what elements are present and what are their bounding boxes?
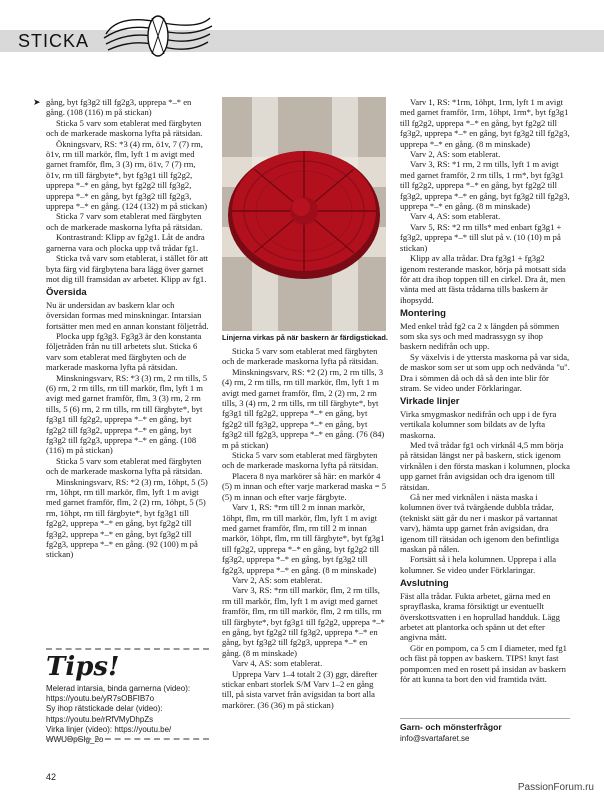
header-band (0, 30, 604, 52)
section-heading: Virkade linjer (400, 396, 460, 408)
credit-email[interactable]: info@svartafaret.se (400, 734, 470, 743)
tips-title: Tips! (46, 652, 120, 682)
paragraph: Varv 1, RS: *rm till 2 m innan markör, 1öhpt, flm, rm till markör, flm, lyft 1 m avigt med garnet framför, flm, rm till 2 m innan markör, 1öhpt, flm, rm till färgbyte*, byt fg3g1 till fg2g2, upprepa *–* en gång, byt fg2g2 till fg3g2, upprepa *–* en gång, byt fg3g2 till fg2g3, upprepa *–* en gång. (8 m minskade) (222, 502, 385, 575)
tip-label: Melerad intarsia, binda garnerna (video): (46, 684, 191, 693)
paragraph: Varv 2, AS: som etablerat. (410, 149, 501, 160)
column-2 (222, 346, 386, 710)
tip-label: Virka linjer (video): https://youtu.be/ (46, 724, 172, 734)
paragraph: Gå ner med virknålen i nästa maska i kolumnen över två tvärgående dubbla trådar, (tekniskt sätt går du ner i maskor på vartannat varv), hämta upp garnet från avigsidan, dra igenom till rätsidan och igenom den befintliga maskan på nålen. (400, 492, 559, 555)
paragraph: Minskningsvarv, RS: *2 (3) rm, 1öhpt, 5 (5) rm, 1öhpt, rm till markör, flm, lyft 1 m avigt med garnet framför, flm, 2 (2) rm, 1öhpt, 5 (5) rm, 1öhpt, rm till färgbyte*, byt fg3g1 till fg2g2, upprepa *–* en gång, byt fg2g2 till fg3g2, upprepa *–* en gång, byt fg3g2 till fg2g3, upprepa *–* en gång. (92 (100) m på stickan) (46, 476, 208, 560)
paragraph: Sticka 5 varv som etablerat med färgbyten och de markerade maskorna lyfta på rätsidan. (46, 117, 203, 139)
paragraph: Upprepa Varv 1–4 totalt 2 (3) ggr, därefter stickar enbart storlek S/M Varv 1–2 en gång till, på sista varvet från avigsidan ta bort alla markörer. (36 (36) m på stickan) (222, 668, 378, 710)
page-header (0, 0, 604, 60)
paragraph: gång, byt fg3g2 till fg2g3, upprepa *–* en gång. (108 (116) m på stickan) (46, 97, 192, 118)
paragraph: Varv 4, AS: som etablerat. (232, 658, 323, 669)
credit-divider (400, 718, 570, 719)
page-number: 42 (46, 772, 57, 782)
credit-title: Garn- och mönsterfrågor (400, 722, 502, 732)
paragraph: Sticka 5 varv som etablerat med färgbyten och de markerade maskorna lyfta på rätsidan. (222, 450, 379, 471)
section-heading: Översida (46, 287, 87, 299)
paragraph: Sticka 7 varv som etablerat med färgbyten och de markerade maskorna lyfta på rätsidan. (46, 211, 203, 232)
paragraph: Nu är undersidan av baskern klar och översidan formas med minskningar. Intarsian fortsätter men med en annan konstant följetråd. (46, 299, 209, 331)
tips-divider-top (46, 648, 209, 650)
beret-photo (222, 97, 386, 331)
paragraph: Varv 2, AS: som etablerat. (232, 574, 323, 585)
section-heading: Avslutning (400, 578, 449, 590)
section-title: STICKA (18, 31, 90, 51)
paragraph: Gör en pompom, ca 5 cm I diameter, med fg1 och fäst på toppen av baskern. TIPS! knyt fast pompom:en med en rosett på insidan av baskern för att kunna ta bort den vid framtida tvätt. (400, 642, 567, 684)
paragraph: Fäst alla trådar. Fukta arbetet, gärna med en sprayflaska, krama försiktigt ur eventuellt överskottsvatten i en hoprullad handduk. Lägg arbetet att plantorka och spänn ut det efter angivna mått. (400, 590, 560, 643)
paragraph: Med enkel tråd fg2 ca 2 x längden på sömmen som ska sys och med madrassygn sy ihop baskern nedifrån och upp. (400, 320, 560, 352)
tips-divider-bottom (46, 738, 209, 740)
paragraph: Virka smygmaskor nedifrån och upp i de fyra vertikala kolumner som bildats av de lyfta maskorna. (400, 408, 557, 440)
credit-box (400, 722, 570, 744)
paragraph: Plocka upp fg3g3. Fg3g3 är den konstanta följetråden från nu till arbetets slut. Sticka 6 varv som etablerat med färgbyten och de markerade maskorna lyfta på rätsidan. (46, 330, 202, 373)
paragraph: Klipp av alla trådar. Dra fg3g1 + fg3g2 igenom resterande maskor, börja på motsatt sida för att dra ihop toppen till en cirkel. Dra åt, men vänta med att fästa trådarna tills baskern är ihopsydd. (400, 253, 566, 305)
paragraph: Minskningsvarv, RS: *2 (2) rm, 2 rm tills, 3 (4) rm, 2 rm tills, rm till markör, flm, lyft 1 m avigt med garnet framför, flm, 2 (2) rm, 2 rm tills, 3 (4) rm, 2 rm tills, rm till färgbyte*, byt fg3g1 till fg2g2, upprepa *–* en gång, byt fg2g2 till fg3g2, upprepa *–* en gång, byt fg3g2 till fg2g3, upprepa *–* en gång. (76 (84) m på stickan) (222, 366, 385, 450)
section-heading: Montering (400, 308, 446, 320)
column-1 (46, 97, 209, 560)
video-link[interactable]: WWUOpGlg_2o (46, 735, 104, 745)
paragraph: Varv 3, RS: *rm till markör, flm, 2 rm tills, rm till markör, flm, lyft 1 m avigt med garnet framför, flm, rm till markör, flm, 2 rm tills, rm till färgbyte*, byt fg3g1 till fg2g2, upprepa *–* en gång, byt fg2g2 till fg3g2, upprepa *–* en gång, byt fg3g2 till fg2g3, upprepa *–* en gång. (8 m minskade) (222, 585, 385, 658)
continuation-arrow: ➤ (33, 98, 41, 108)
video-link[interactable]: https://youtu.be/yR7sOBFIB7o (46, 694, 155, 704)
paragraph: Sticka två varv som etablerat, i stället för att byta färg vid färgbytena bara lägg över garnet mot dig till framsidan av arbetet. Klipp av fg1. (46, 253, 209, 284)
column-3 (400, 97, 570, 684)
yarn-skein-icon (98, 8, 218, 58)
paragraph: Varv 4, AS: som etablerat. (410, 211, 501, 222)
paragraph: Minskningsvarv, RS: *3 (3) rm, 2 rm tills, 5 (6) rm, 2 rm tills, rm till markör, flm, lyft 1 m avigt med garnet framför, flm, 3 (3) rm, 2 rm tills, 5 (6) rm, 2 rm tills, rm till färgbyte*, byt fg3g1 till fg2g2, upprepa *–* en gång, byt fg2g2 till fg3g2, upprepa *–* en gång, byt fg3g2 till fg2g3, upprepa *–* en gång. (108 (116) m på stickan) (46, 372, 208, 456)
tips-box (46, 652, 209, 745)
paragraph: Sy växelvis i de yttersta maskorna på var sida, de maskor som ser ut som upp och nedvända "u". Dra i sömmen då och då så den inte blir för stram. Se video under Förklaringar. (400, 351, 570, 393)
tip-label: Sy ihop rätstickade delar (video): (46, 704, 163, 714)
paragraph: Kontrastrand: Klipp av fg2g1. Låt de andra garnerna vara och plocka upp två trådar fg1. (46, 232, 205, 253)
paragraph: Placera 8 nya markörer så här: en markör 4 (5) m innan och efter varje markerad maska = 5 (5) m innan och efter varje färgbyte. (222, 470, 386, 502)
paragraph: Med två trådar fg1 och virknål 4,5 mm börja på rätsidan längst ner på baskern, stick igenom virknålen i den första maskan i kolumnen, plocka upp garnet från avigsidan och dra igenom till rätsidan. (400, 440, 570, 492)
tips-links (46, 684, 209, 745)
paragraph: Varv 1, RS: *1rm, 1öhpt, 1rm, lyft 1 m avigt med garnet framför, 1rm, 1öhpt, 1rm*, byt fg3g1 till fg2g2, upprepa *–* en gång, byt fg2g2 till fg3g2, upprepa *–* en gång, byt fg3g2 till fg2g3, upprepa *–* en gång. (8 m minskade) (400, 97, 570, 149)
paragraph: Varv 5, RS: *2 rm tills* med enbart fg3g1 + fg3g2, upprepa *–* till slut på v. (10 (10) m på stickan) (400, 221, 562, 253)
paragraph: Sticka 5 varv som etablerat med färgbyten och de markerade maskorna lyfta på rätsidan. (222, 346, 379, 367)
paragraph: Sticka 5 varv som etablerat med färgbyten och de markerade maskorna lyfta på rätsidan. (46, 455, 203, 477)
paragraph: Varv 3, RS: *1 rm, 2 rm tills, lyft 1 m avigt med garnet framför, 2 rm tills, 1 rm*, byt fg3g1 till fg2g2, upprepa *–* en gång, byt fg2g2 till fg3g2, upprepa *–* en gång, byt fg3g2 till fg2g3, upprepa *–* en gång. (8 m minskade) (400, 159, 570, 212)
paragraph: Fortsätt så i hela kolumnen. Upprepa i alla kolumner. Se video under Förklaringar. (400, 554, 557, 575)
photo-caption: Linjerna virkas på när baskern är färdigstickad. (222, 333, 388, 342)
watermark: PassionForum.ru (517, 782, 594, 793)
video-link[interactable]: https://youtu.be/rRfVMyDhpZs (46, 714, 154, 724)
paragraph: Ökningsvarv, RS: *3 (4) rm, ö1v, 7 (7) rm, ö1v, rm till markör, flm, lyft 1 m avigt med garnet framför, flm, 3 (3) rm, ö1v, 7 (7) rm, ö1v, rm till färgbyte*, byt fg3g1 till fg2g2, upprepa *–* en gång, byt fg2g2 till fg3g2, upprepa *–* en gång, byt fg3g2 till fg2g3, upprepa *–* en gång. (124 (132) m på stickan) (46, 138, 208, 212)
